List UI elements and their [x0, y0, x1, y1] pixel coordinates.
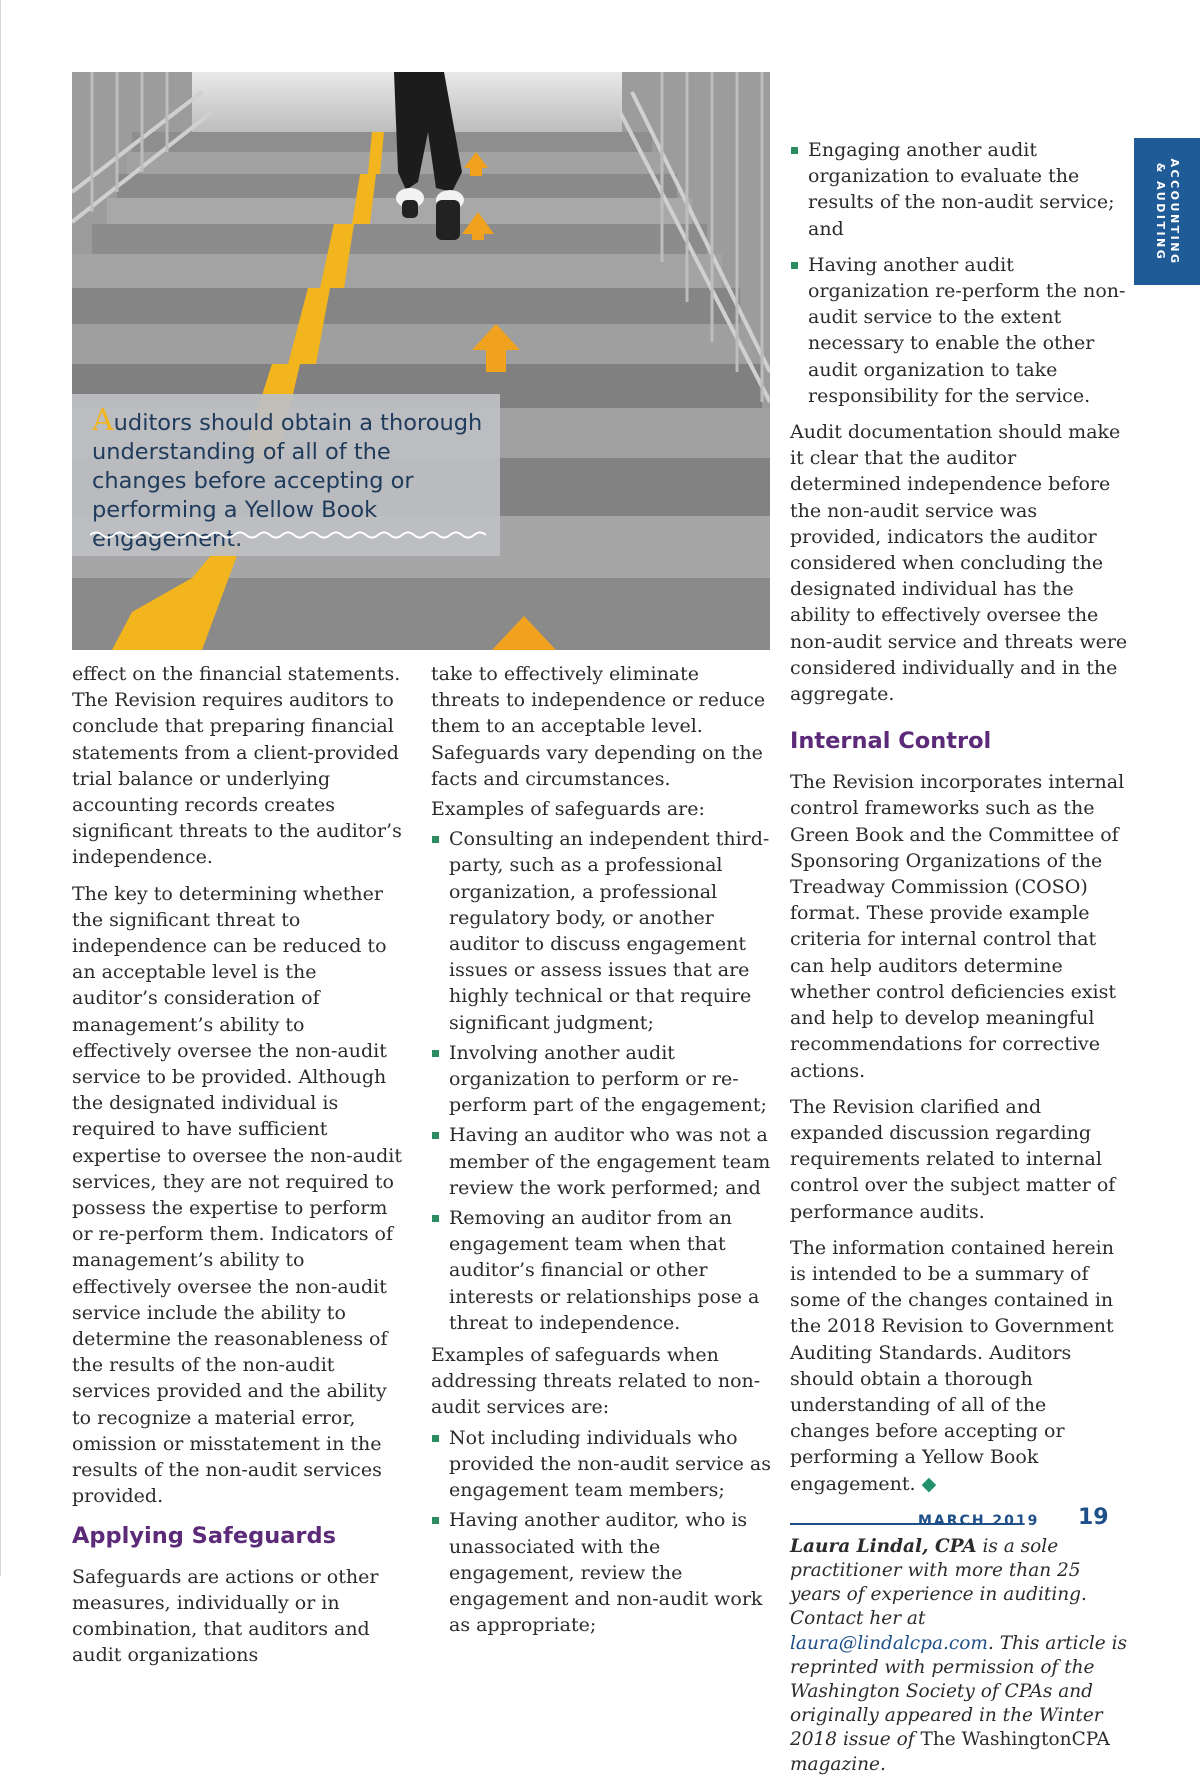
pull-quote-dropcap: A [92, 403, 114, 438]
paragraph: The Revision incorporates internal control frameworks such as the Green Book and the Committee of Sponsoring Organizations of the Treadway Commission (COSO) format. These provide example criteria for internal control that can help auditors determine whether control deficiencies exist and help to develop meaningful recommendations for corrective actions. [790, 771, 1125, 1082]
list-item: Having another auditor, who is unassociated with the engagement, review the engagement and non-audit work as appropriate; [431, 1507, 771, 1638]
section-heading-internal-control: Internal Control [790, 728, 992, 755]
list-item: Engaging another audit organization to evaluate the results of the non-audit service; and [790, 137, 1130, 242]
section-tab-label: ACCOUNTING & AUDITING [1154, 158, 1181, 266]
continued-list [790, 137, 1130, 409]
issue-date: MARCH 2019 [918, 1513, 1040, 1529]
paragraph: The information contained herein is intended to be a summary of some of the changes contained in the 2018 Revision to Government Auditing Standards. Auditors should obtain a thorough understanding of all of the changes before accepting or performing a Yellow Book engagement. ◆ [790, 1236, 1114, 1495]
author-bio: Laura Lindal, CPA is a sole practitioner with more than 25 years of experience in auditing. Contact her at laura@lindalcpa.com. This article is reprinted with permission of the Washington Society of CPAs and originally appeared in the Winter 2018 issue of The WashingtonCPA magazine. [790, 1535, 1127, 1775]
wave-divider-icon [90, 530, 486, 540]
safeguards-list [431, 826, 771, 1336]
paragraph: Audit documentation should make it clear that the auditor determined independence before the non-audit service was provided, indicators the auditor considered when concluding the designated individual has the ability to effectively oversee the non-audit service and threats were considered individually and in the aggregate. [790, 421, 1128, 706]
list-item: Involving another audit organization to perform or re-perform part of the engagement; [431, 1040, 771, 1119]
author-email-link[interactable]: laura@lindalcpa.com [790, 1632, 988, 1654]
paragraph: Examples of safeguards when addressing threats related to non-audit services are: [431, 1344, 761, 1419]
list-item: Removing an auditor from an engagement team when that auditor’s financial or other interests or relationships pose a threat to independence. [431, 1205, 771, 1336]
paragraph: take to effectively eliminate threats to independence or reduce them to an acceptable level. Safeguards vary depending on the facts and circumstances. [431, 663, 766, 790]
column-3 [790, 137, 1130, 1787]
paragraph: Examples of safeguards are: [431, 798, 705, 821]
publication-name: The WashingtonCPA [920, 1729, 1110, 1751]
column-2 [431, 661, 771, 1644]
list-item: Not including individuals who provided the non-audit service as engagement team members; [431, 1425, 771, 1504]
page-number: 19 [1078, 1505, 1109, 1530]
paragraph: effect on the financial statements. The Revision requires auditors to conclude that preparing financial statements from a client-provided trial balance or underlying accounting records creates significant threats to the auditor’s independence. [72, 663, 402, 869]
section-heading-applying-safeguards: Applying Safeguards [72, 1522, 337, 1549]
list-item: Having an auditor who was not a member of the engagement team review the work performed; and [431, 1122, 771, 1201]
pull-quote [72, 394, 500, 556]
section-tab [1134, 138, 1200, 285]
page-edge [0, 0, 1, 1576]
list-item: Having another audit organization re-perform the non-audit service to the extent necessary to enable the other audit organization to take responsibility for the service. [790, 252, 1130, 409]
column-1 [72, 661, 407, 1678]
pull-quote-text: Auditors should obtain a thorough understanding of all of the changes before accepting or performing a Yellow Book engagement. [92, 403, 483, 552]
list-item: Consulting an independent third-party, such as a professional organization, a professional regulatory body, or another auditor to discuss engagement issues or assess issues that are highly technical or that require significant judgment; [431, 826, 771, 1036]
paragraph: The Revision clarified and expanded discussion regarding requirements related to internal control over the subject matter of performance audits. [790, 1095, 1116, 1223]
end-mark-icon: ◆ [921, 1472, 937, 1495]
stairs-photo [72, 72, 770, 650]
non-audit-safeguards-list [431, 1425, 771, 1639]
paragraph: The key to determining whether the significant threat to independence can be reduced to an acceptable level is the auditor’s consideration of management’s ability to effectively oversee the non-audit service to be provided. Although the designated individual is required to have sufficient expertise to oversee the non-audit services, they are not required to possess the expertise to perform or re-perform them. Indicators of management’s ability to effectively oversee the non-audit service include the ability to determine the reasonableness of the results of the non-audit services provided and the ability to recognize a material error, omission or misstatement in the results of the non-audit services provided. [72, 882, 403, 1508]
author-name: Laura Lindal, CPA [790, 1535, 977, 1557]
paragraph: Safeguards are actions or other measures, individually or in combination, that auditors and audit organizations [72, 1565, 379, 1667]
